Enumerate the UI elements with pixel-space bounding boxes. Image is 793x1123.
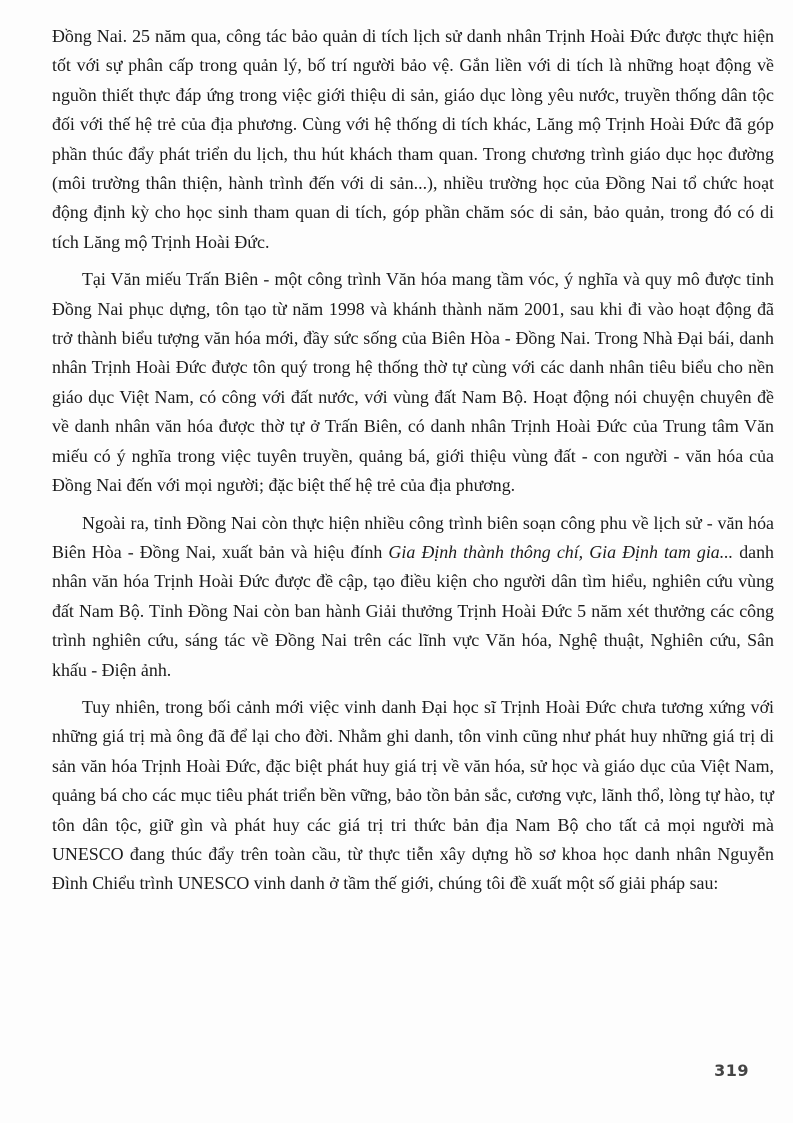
- paragraph-4: [52, 693, 774, 899]
- paragraph-1-text: Đồng Nai. 25 năm qua, công tác bảo quản di tích lịch sử danh nhân Trịnh Hoài Đức được thực hiện tốt với sự phân cấp trong quản lý, bố trí người bảo vệ. Gắn liền với di tích là những hoạt động về nguồn thiết thực đáp ứng trong việc giới thiệu di sản, giáo dục lòng yêu nước, truyền thống dân tộc đối với thế hệ trẻ của địa phương. Cùng với hệ thống di tích khác, Lăng mộ Trịnh Hoài Đức đã góp phần thúc đẩy phát triển du lịch, thu hút khách tham quan. Trong chương trình giáo dục học đường (môi trường thân thiện, hành trình đến với di sản...), nhiều trường học của Đồng Nai tổ chức hoạt động định kỳ cho học sinh tham quan di tích, góp phần chăm sóc di sản, bảo quản, trong đó có di tích Lăng mộ Trịnh Hoài Đức.: [52, 26, 774, 252]
- book-titles: Gia Định thành thông chí, Gia Định tam gia...: [388, 541, 734, 562]
- paragraph-3-text-a: Ngoài ra, tỉnh Đồng Nai còn thực hiện nhiều công trình biên soạn công phu về lịch sử - văn hóa Biên Hòa - Đồng Nai, xuất bản và hiệu đính: [52, 512, 774, 562]
- paragraph-1: [52, 22, 774, 257]
- page-number: 319: [714, 1061, 749, 1080]
- paragraph-4-text: Tuy nhiên, trong bối cảnh mới việc vinh danh Đại học sĩ Trịnh Hoài Đức chưa tương xứng với những giá trị mà ông đã để lại cho đời. Nhằm ghi danh, tôn vinh cũng như phát huy những giá trị di sản văn hóa Trịnh Hoài Đức, đặc biệt phát huy giá trị về văn hóa, sử học và giáo dục của Việt Nam, quảng bá cho các mục tiêu phát triển bền vững, bảo tồn bản sắc, cương vực, lãnh thổ, lòng tự hào, tự tôn dân tộc, giữ gìn và phát huy các giá trị tri thức bản địa Nam Bộ cho tất cả mọi người mà UNESCO đang thúc đẩy trên toàn cầu, từ thực tiễn xây dựng hồ sơ khoa học danh nhân Nguyễn Đình Chiểu trình UNESCO vinh danh ở tầm thế giới, chúng tôi đề xuất một số giải pháp sau:: [52, 696, 774, 894]
- body-text: [52, 22, 774, 907]
- paragraph-2: [52, 265, 774, 500]
- paragraph-3-text-b: danh nhân văn hóa Trịnh Hoài Đức được đề cập, tạo điều kiện cho người dân tìm hiểu, nghiên cứu vùng đất Nam Bộ. Tỉnh Đồng Nai còn ban hành Giải thưởng Trịnh Hoài Đức 5 năm xét thưởng các công trình nghiên cứu, sáng tác về Đồng Nai trên các lĩnh vực Văn hóa, Nghệ thuật, Nghiên cứu, Sân khấu - Điện ảnh.: [52, 541, 775, 680]
- paragraph-3: [52, 509, 774, 685]
- paragraph-2-text: Tại Văn miếu Trấn Biên - một công trình Văn hóa mang tầm vóc, ý nghĩa và quy mô được tỉnh Đồng Nai phục dựng, tôn tạo từ năm 1998 và khánh thành năm 2001, sau khi đi vào hoạt động đã trở thành biểu tượng văn hóa mới, đầy sức sống của Biên Hòa - Đồng Nai. Trong Nhà Đại bái, danh nhân Trịnh Hoài Đức được tôn quý trong hệ thống thờ tự cùng với các danh nhân tiêu biểu cho nền giáo dục Việt Nam, có công với đất nước, với vùng đất Nam Bộ. Hoạt động nói chuyện chuyên đề về danh nhân văn hóa được thờ tự ở Trấn Biên, có danh nhân Trịnh Hoài Đức của Trung tâm Văn miếu có ý nghĩa trong việc tuyên truyền, quảng bá, giới thiệu vùng đất - con người - văn hóa của Đồng Nai đến với mọi người; đặc biệt thế hệ trẻ của địa phương.: [52, 269, 774, 496]
